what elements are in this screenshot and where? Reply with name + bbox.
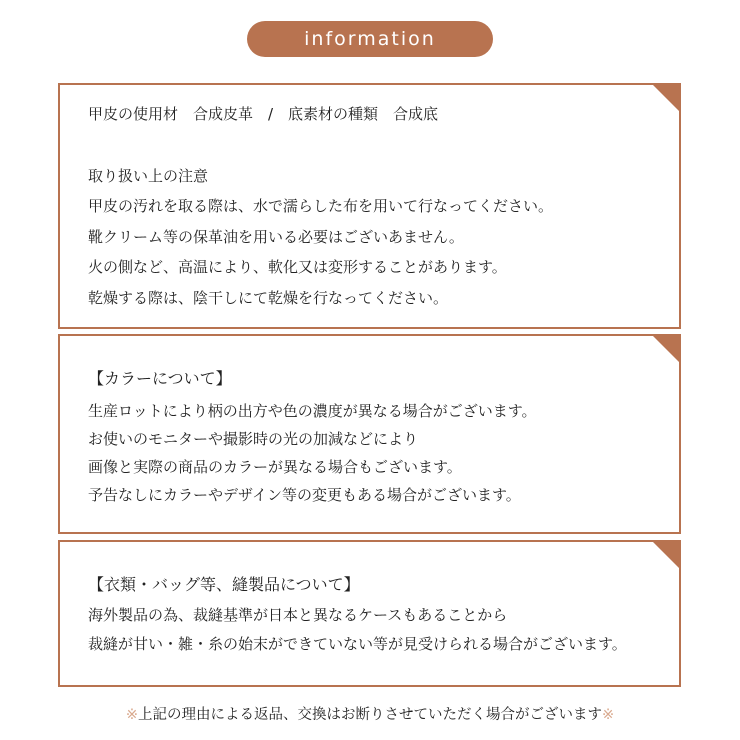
- care-line: 甲皮の汚れを取る際は、水で濡らした布を用いて行なってください。: [88, 197, 554, 215]
- color-line: 画像と実際の商品のカラーが異なる場合もございます。: [88, 458, 462, 476]
- corner-triangle-icon: [652, 335, 680, 363]
- return-policy-note: [0, 703, 740, 724]
- color-line: 予告なしにカラーやデザイン等の変更もある場合がございます。: [88, 486, 521, 504]
- material-care-panel: [58, 83, 681, 329]
- color-panel: [58, 334, 681, 534]
- sewing-line: 海外製品の為、裁縫基準が日本と異なるケースもあることから: [88, 606, 508, 624]
- reference-mark-icon: ※: [602, 707, 615, 723]
- material-summary: 甲皮の使用材 合成皮革 / 底素材の種類 合成底: [88, 105, 439, 123]
- color-line: お使いのモニターや撮影時の光の加減などにより: [88, 430, 419, 448]
- care-line: 靴クリーム等の保革油を用いる必要はございあません。: [88, 228, 464, 246]
- sewing-title: 【衣類・バッグ等、縫製品について】: [88, 575, 360, 594]
- information-header: information: [247, 21, 493, 57]
- reference-mark-icon: ※: [125, 707, 138, 723]
- color-line: 生産ロットにより柄の出方や色の濃度が異なる場合がございます。: [88, 402, 537, 420]
- color-title: 【カラーについて】: [88, 369, 232, 388]
- corner-triangle-icon: [652, 541, 680, 569]
- care-line: 火の側など、高温により、軟化又は変形することがあります。: [88, 258, 507, 276]
- care-line: 乾燥する際は、陰干しにて乾燥を行なってください。: [88, 289, 449, 307]
- return-policy-text: 上記の理由による返品、交換はお断りさせていただく場合がございます: [138, 707, 602, 723]
- corner-triangle-icon: [652, 84, 680, 112]
- care-title: 取り扱い上の注意: [88, 167, 209, 185]
- sewing-line: 裁縫が甘い・雑・糸の始末ができていない等が見受けられる場合がございます。: [88, 635, 627, 653]
- sewing-panel: [58, 540, 681, 687]
